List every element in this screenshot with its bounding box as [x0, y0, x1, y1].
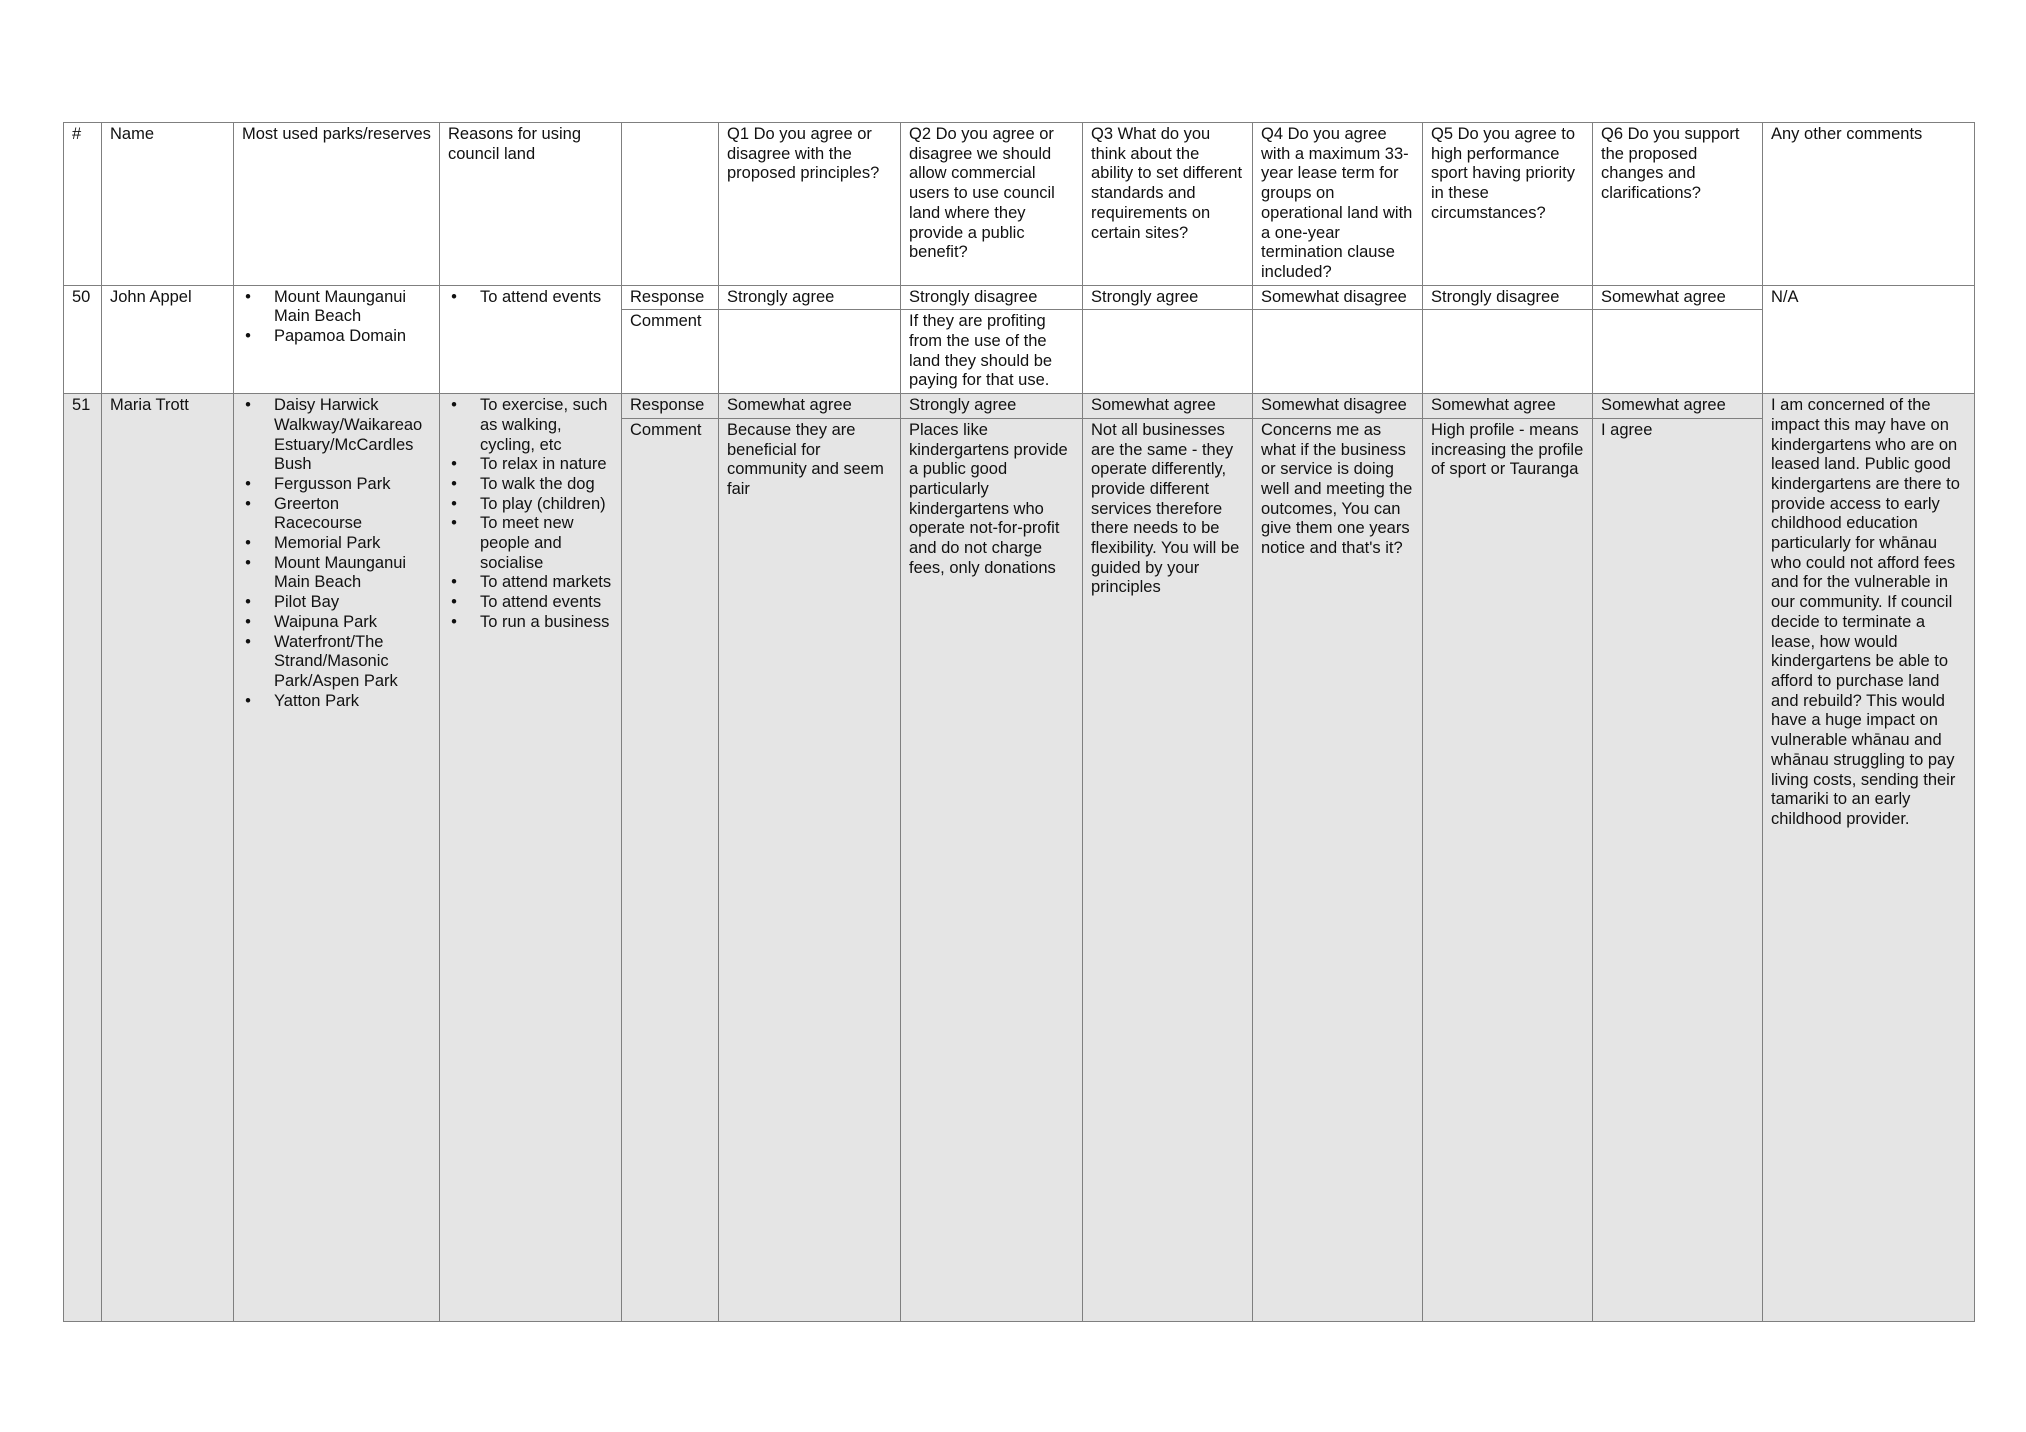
bullet-icon: •	[245, 612, 251, 631]
bullet-icon: •	[245, 553, 251, 572]
list-item	[448, 475, 613, 495]
table-row-51-response	[64, 394, 1975, 419]
list-item	[448, 396, 613, 455]
row-50-comment-label: Comment	[622, 310, 719, 394]
list-item	[448, 495, 613, 515]
row-50-q4-response: Somewhat disagree	[1253, 285, 1423, 310]
row-51-q5-comment: High profile - means increasing the profile of sport or Tauranga	[1423, 418, 1593, 1321]
list-item	[242, 327, 431, 347]
list-item	[242, 613, 431, 633]
header-name: Name	[102, 123, 234, 286]
row-51-other-comments: I am concerned of the impact this may have on kindergartens who are on leased land. Public good kindergartens are there to provide access to early childhood education particularly for whānau who could not afford fees and for the vulnerable in our community. If council decide to terminate a lease, how would kindergartens be able to afford to purchase land and rebuild? This would have a huge impact on vulnerable whānau and whānau struggling to pay living costs, sending their tamariki to an early childhood provider.	[1763, 394, 1975, 1322]
document-page	[63, 122, 1974, 1322]
header-reasons: Reasons for using council land	[440, 123, 622, 286]
bullet-icon: •	[245, 327, 251, 346]
bullet-icon: •	[245, 287, 251, 306]
list-item-text: Papamoa Domain	[274, 327, 407, 346]
row-50-q2-response: Strongly disagree	[901, 285, 1083, 310]
list-item-text: Waterfront/The Strand/Masonic Park/Aspen Park	[274, 632, 398, 690]
list-item-text: To run a business	[480, 612, 610, 631]
list-item	[242, 475, 431, 495]
list-item	[242, 554, 431, 593]
list-item-text: Memorial Park	[274, 534, 381, 553]
row-50-q2-comment: If they are profiting from the use of the land they should be paying for that use.	[901, 310, 1083, 394]
list-item-text: To attend markets	[480, 573, 612, 592]
row-51-num: 51	[64, 394, 102, 1322]
header-q1: Q1 Do you agree or disagree with the proposed principles?	[719, 123, 901, 286]
bullet-icon: •	[245, 396, 251, 415]
submissions-table	[63, 122, 1975, 1322]
row-50-q1-response: Strongly agree	[719, 285, 901, 310]
bullet-icon: •	[245, 534, 251, 553]
row-50-num: 50	[64, 285, 102, 394]
list-item-text: Waipuna Park	[274, 612, 378, 631]
bullet-icon: •	[451, 514, 457, 533]
row-51-q6-comment: I agree	[1593, 418, 1763, 1321]
header-q6: Q6 Do you support the proposed changes and clarifications?	[1593, 123, 1763, 286]
list-item-text: To relax in nature	[480, 455, 607, 474]
row-50-q3-comment	[1083, 310, 1253, 394]
list-item-text: Daisy Harwick Walkway/Waikareao Estuary/McCardles Bush	[274, 396, 423, 474]
row-51-name: Maria Trott	[102, 394, 234, 1322]
bullet-icon: •	[451, 396, 457, 415]
list-item	[448, 573, 613, 593]
header-parks: Most used parks/reserves	[234, 123, 440, 286]
list-item	[242, 495, 431, 534]
list-item-text: To walk the dog	[480, 474, 595, 493]
row-51-q6-response: Somewhat agree	[1593, 394, 1763, 419]
list-item	[242, 692, 431, 712]
list-item-text: To play (children)	[480, 494, 606, 513]
list-item-text: Mount Maunganui Main Beach	[274, 553, 407, 592]
row-50-parks	[234, 285, 440, 394]
row-51-reasons-list	[448, 396, 613, 632]
row-51-q2-response: Strongly agree	[901, 394, 1083, 419]
row-51-reasons	[440, 394, 622, 1322]
row-51-comment-label: Comment	[622, 418, 719, 1321]
row-50-q6-response: Somewhat agree	[1593, 285, 1763, 310]
row-50-q6-comment	[1593, 310, 1763, 394]
row-51-q3-comment: Not all businesses are the same - they operate differently, provide different services therefore there needs to be flexibility. You will be guided by your principles	[1083, 418, 1253, 1321]
row-50-name: John Appel	[102, 285, 234, 394]
row-50-q5-comment	[1423, 310, 1593, 394]
list-item	[242, 396, 431, 475]
header-row	[64, 123, 1975, 286]
list-item	[448, 288, 613, 308]
header-q3: Q3 What do you think about the ability to set different standards and requirements on certain sites?	[1083, 123, 1253, 286]
row-51-q5-response: Somewhat agree	[1423, 394, 1593, 419]
header-q5: Q5 Do you agree to high performance sport having priority in these circumstances?	[1423, 123, 1593, 286]
row-50-parks-list	[242, 288, 431, 347]
row-51-parks	[234, 394, 440, 1322]
list-item	[448, 455, 613, 475]
row-51-response-label: Response	[622, 394, 719, 419]
bullet-icon: •	[245, 494, 251, 513]
header-type	[622, 123, 719, 286]
row-51-q3-response: Somewhat agree	[1083, 394, 1253, 419]
list-item-text: To attend events	[480, 593, 602, 612]
list-item	[242, 593, 431, 613]
bullet-icon: •	[451, 287, 457, 306]
list-item-text: Fergusson Park	[274, 474, 391, 493]
list-item-text: Mount Maunganui Main Beach	[274, 287, 407, 326]
list-item	[448, 593, 613, 613]
row-50-reasons-list	[448, 288, 613, 308]
bullet-icon: •	[451, 612, 457, 631]
list-item-text: Pilot Bay	[274, 593, 340, 612]
bullet-icon: •	[245, 474, 251, 493]
bullet-icon: •	[451, 474, 457, 493]
list-item-text: To meet new people and socialise	[480, 514, 574, 572]
row-51-q1-comment: Because they are beneficial for community and seem fair	[719, 418, 901, 1321]
row-50-response-label: Response	[622, 285, 719, 310]
row-51-parks-list	[242, 396, 431, 711]
row-51-q4-response: Somewhat disagree	[1253, 394, 1423, 419]
list-item	[242, 633, 431, 692]
list-item-text: Greerton Racecourse	[274, 494, 363, 533]
row-50-reasons	[440, 285, 622, 394]
list-item-text: To exercise, such as walking, cycling, etc	[480, 396, 608, 454]
list-item	[448, 613, 613, 633]
bullet-icon: •	[451, 494, 457, 513]
header-other-comments: Any other comments	[1763, 123, 1975, 286]
bullet-icon: •	[245, 691, 251, 710]
row-50-other-comments: N/A	[1763, 285, 1975, 394]
list-item-text: To attend events	[480, 287, 602, 306]
header-num: #	[64, 123, 102, 286]
list-item-text: Yatton Park	[274, 691, 359, 710]
row-50-q3-response: Strongly agree	[1083, 285, 1253, 310]
bullet-icon: •	[451, 573, 457, 592]
row-50-q4-comment	[1253, 310, 1423, 394]
row-51-q4-comment: Concerns me as what if the business or service is doing well and meeting the outcomes, You can give them one years notice and that's it?	[1253, 418, 1423, 1321]
list-item	[242, 288, 431, 327]
row-51-q2-comment: Places like kindergartens provide a public good particularly kindergartens who operate not-for-profit and do not charge fees, only donations	[901, 418, 1083, 1321]
table-row-50-response	[64, 285, 1975, 310]
header-q2: Q2 Do you agree or disagree we should allow commercial users to use council land where they provide a public benefit?	[901, 123, 1083, 286]
row-50-q1-comment	[719, 310, 901, 394]
list-item	[242, 534, 431, 554]
header-q4: Q4 Do you agree with a maximum 33-year lease term for groups on operational land with a one-year termination clause included?	[1253, 123, 1423, 286]
bullet-icon: •	[451, 455, 457, 474]
bullet-icon: •	[245, 632, 251, 651]
row-51-q1-response: Somewhat agree	[719, 394, 901, 419]
bullet-icon: •	[245, 593, 251, 612]
list-item	[448, 514, 613, 573]
row-50-q5-response: Strongly disagree	[1423, 285, 1593, 310]
bullet-icon: •	[451, 593, 457, 612]
